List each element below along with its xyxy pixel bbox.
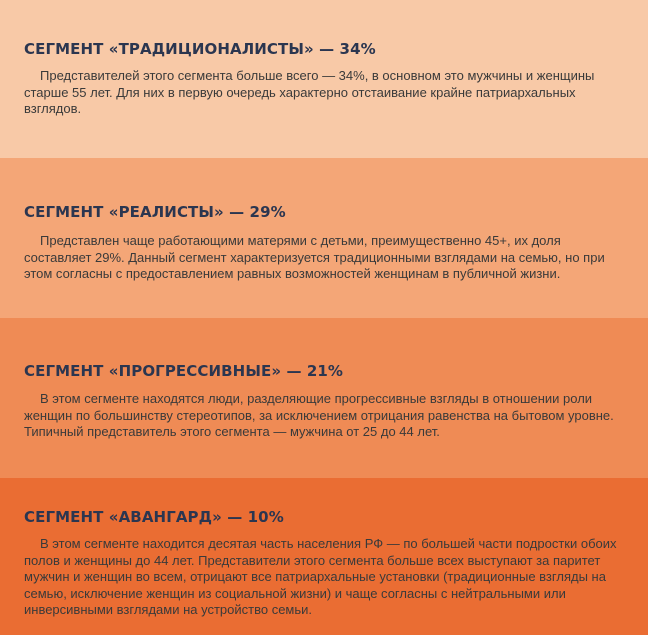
segment-avantgarde [0, 478, 648, 635]
segment-description: В этом сегменте находятся люди, разделяющие прогрессивные взгляды в отношении роли женщин по большинству стереотипов, за исключением отрицания равенства на бытовом уровне. Типичный представитель этого сегмента — мужчина от 25 до 44 лет. [24, 391, 614, 439]
segment-description: Представлен чаще работающими матерями с детьми, преимущественно 45+, их доля составляет 29%. Данный сегмент характеризуется традиционными взглядами на семью, но при этом согласны с предоставлением равных возможностей женщинам в публичной жизни. [24, 233, 605, 281]
segment-title: СЕГМЕНТ «ТРАДИЦИОНАЛИСТЫ» — 34% [24, 40, 376, 58]
segment-description: Представителей этого сегмента больше всего — 34%, в основном это мужчины и женщины старше 55 лет. Для них в первую очередь характерно отстаивание крайне патриархальных взглядов. [24, 68, 595, 116]
segment-realists [0, 158, 648, 318]
segment-title: СЕГМЕНТ «РЕАЛИСТЫ» — 29% [24, 203, 286, 221]
segment-traditionalists [0, 0, 648, 158]
segment-title: СЕГМЕНТ «ПРОГРЕССИВНЫЕ» — 21% [24, 362, 344, 380]
segment-progressives [0, 318, 648, 478]
segment-title: СЕГМЕНТ «АВАНГАРД» — 10% [24, 508, 284, 526]
segment-description: В этом сегменте находится десятая часть населения РФ — по большей части подростки обоих полов и женщины до 44 лет. Представители этого сегмента больше всех выступают за паритет мужчин и женщин во всем, отрицают все патриархальные установки (традиционные взгляды на семью, исключение женщин из социальной жизни) и чаще согласны с нейтральными или инверсивными взглядами на устройство семьи. [24, 536, 617, 617]
